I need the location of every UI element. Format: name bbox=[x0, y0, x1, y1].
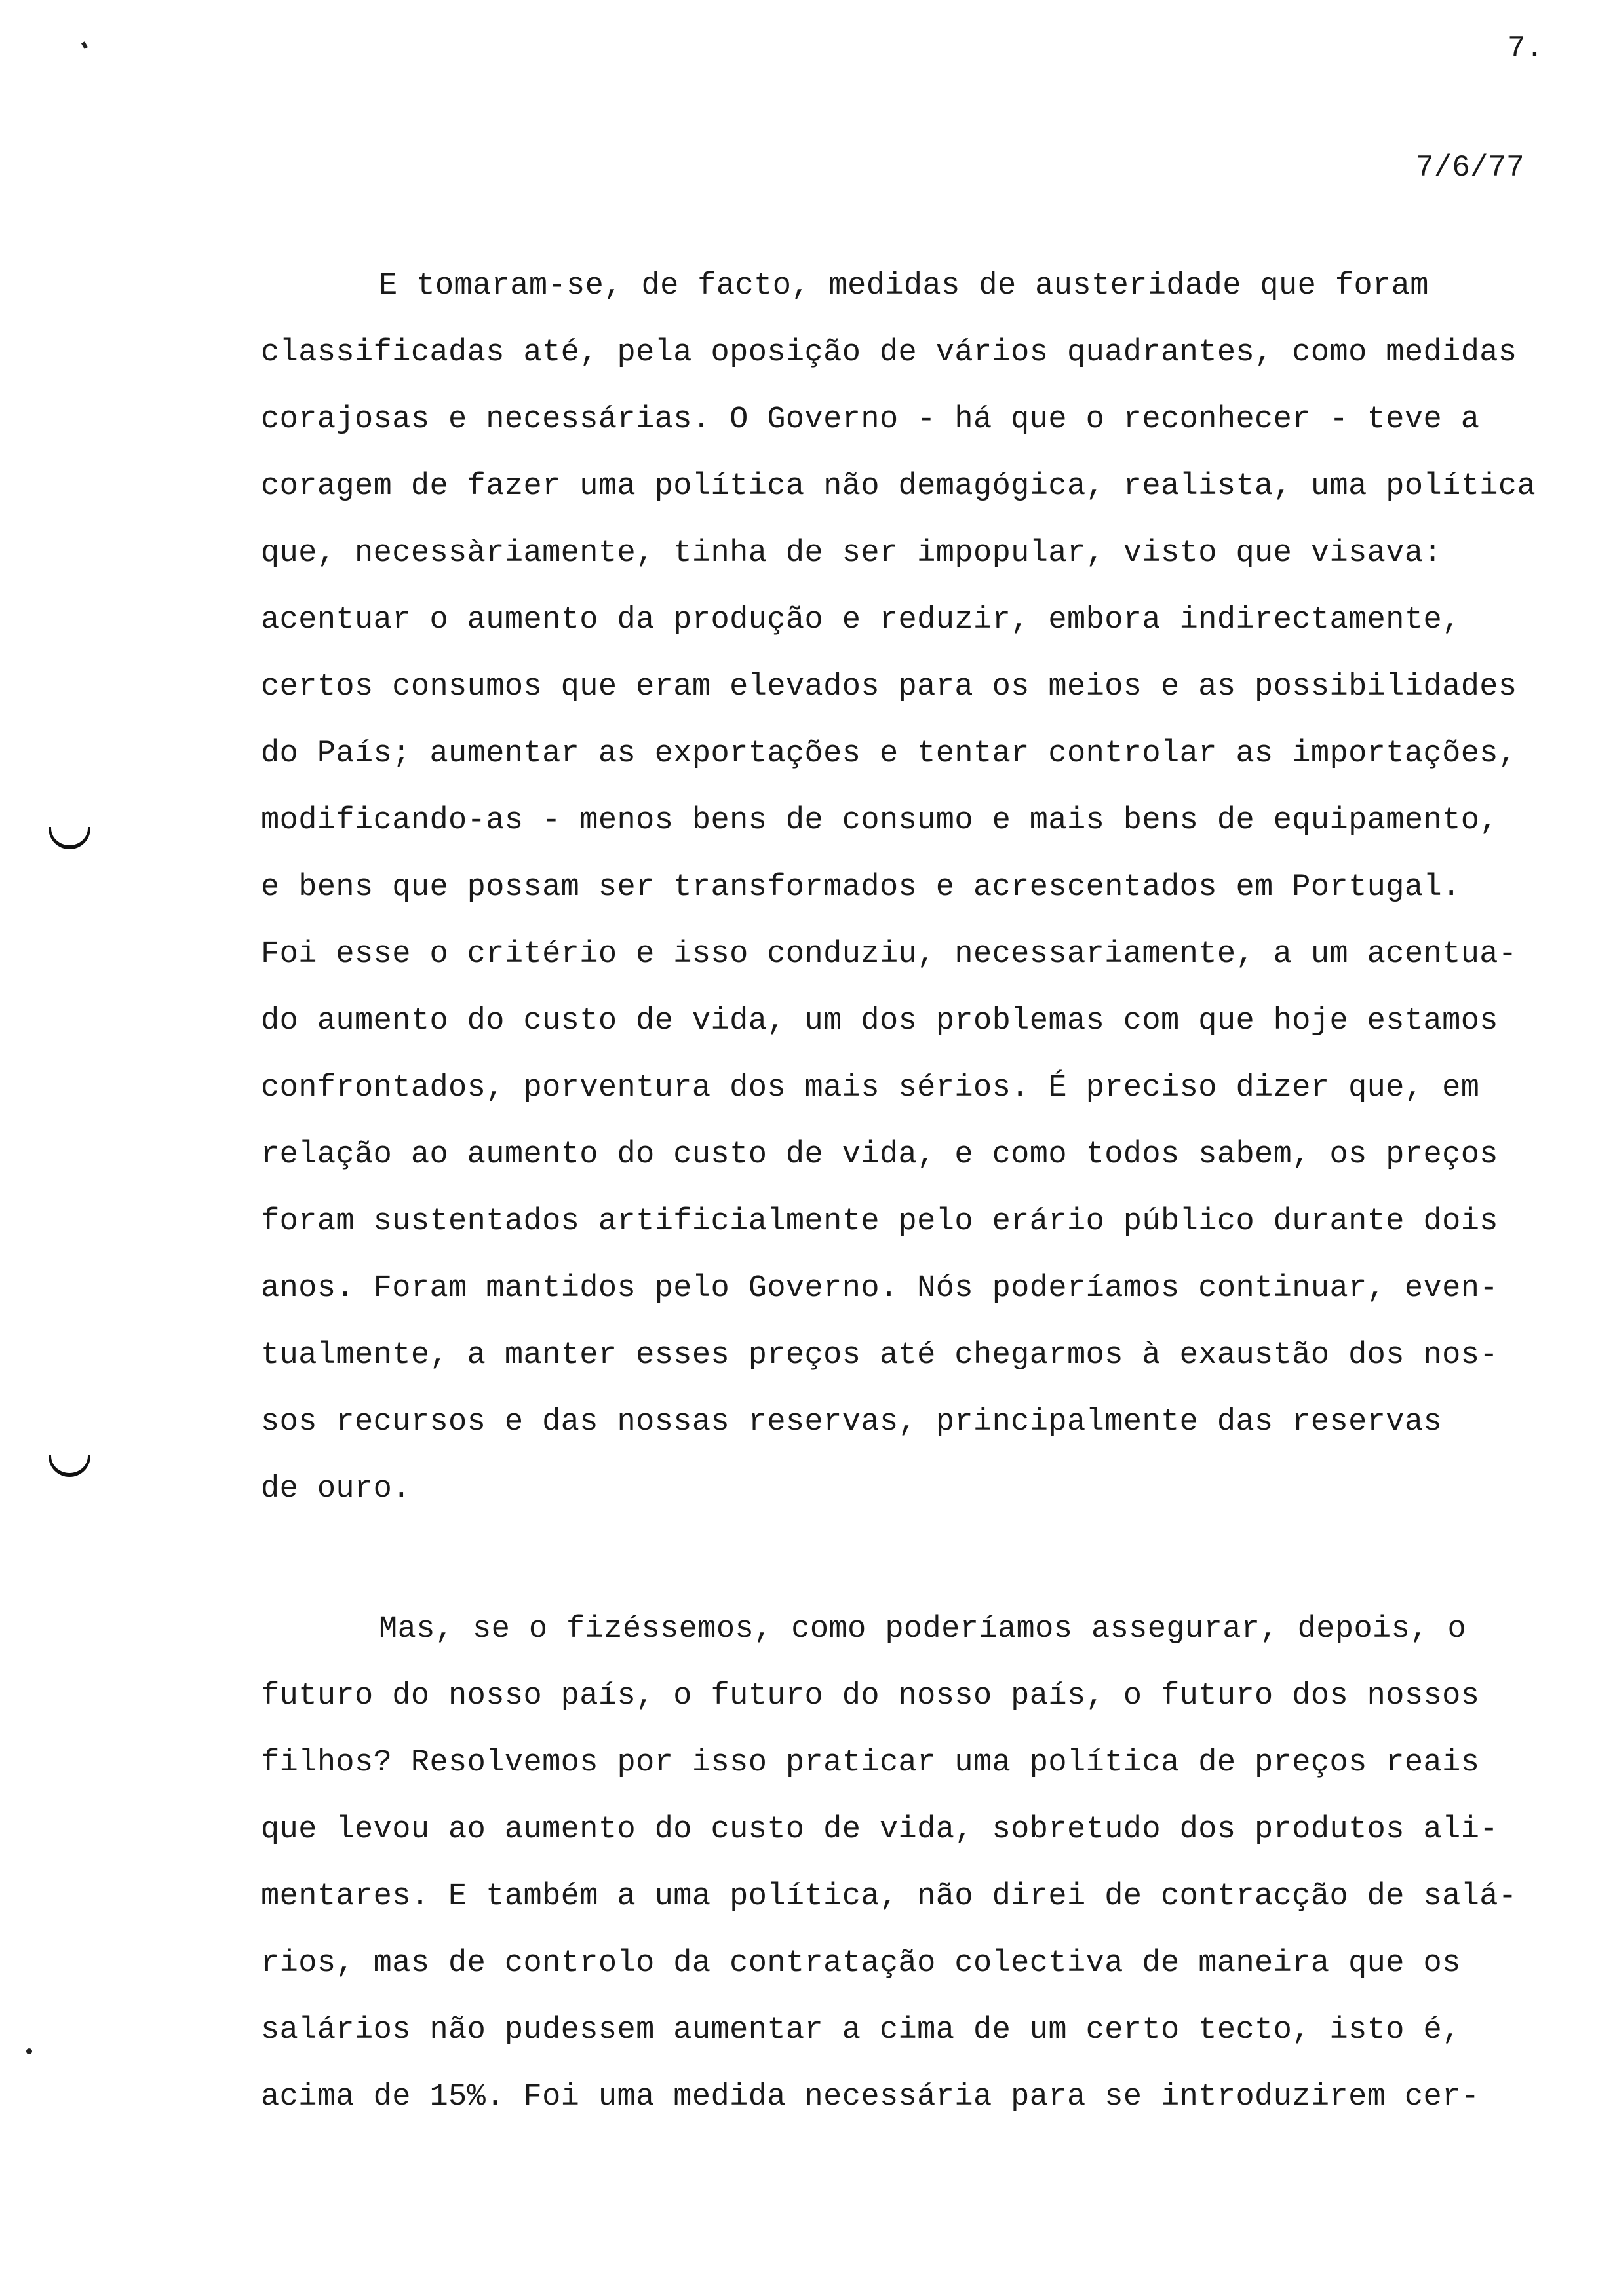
punch-hole-mark-upper bbox=[49, 827, 90, 849]
text-line: de ouro. bbox=[261, 1472, 411, 1506]
text-line: tualmente, a manter esses preços até chegarmos à exaustão dos nos- bbox=[261, 1338, 1498, 1373]
paragraph bbox=[261, 1596, 1598, 2131]
text-line: do País; aumentar as exportações e tentar controlar as importações, bbox=[261, 737, 1517, 771]
document-date: 7/6/77 bbox=[1416, 151, 1525, 185]
text-line: confrontados, porventura dos mais sérios. É preciso dizer que, em bbox=[261, 1071, 1480, 1105]
text-line: que levou ao aumento do custo de vida, sobretudo dos produtos ali- bbox=[261, 1812, 1498, 1847]
text-line: Mas, se o fizéssemos, como poderíamos assegurar, depois, o bbox=[379, 1612, 1467, 1647]
text-line: certos consumos que eram elevados para os meios e as possibilidades bbox=[261, 670, 1517, 704]
ink-dot-mark bbox=[26, 2048, 32, 2054]
paragraph bbox=[261, 253, 1598, 1523]
text-line: salários não pudessem aumentar a cima de um certo tecto, isto é, bbox=[261, 2013, 1461, 2048]
text-line: acentuar o aumento da produção e reduzir, embora indirectamente, bbox=[261, 603, 1461, 638]
punch-hole-mark-lower bbox=[49, 1455, 90, 1477]
text-line: modificando-as - menos bens de consumo e mais bens de equipamento, bbox=[261, 803, 1498, 838]
text-line: anos. Foram mantidos pelo Governo. Nós poderíamos continuar, even- bbox=[261, 1271, 1498, 1306]
text-line: rios, mas de controlo da contratação colectiva de maneira que os bbox=[261, 1946, 1461, 1981]
text-line: relação ao aumento do custo de vida, e como todos sabem, os preços bbox=[261, 1138, 1498, 1172]
text-line: mentares. E também a uma política, não direi de contracção de salá- bbox=[261, 1879, 1517, 1914]
text-line: e bens que possam ser transformados e acrescentados em Portugal. bbox=[261, 870, 1461, 905]
text-line: E tomaram-se, de facto, medidas de austeridade que foram bbox=[379, 269, 1429, 303]
text-line: Foi esse o critério e isso conduziu, necessariamente, a um acentua- bbox=[261, 937, 1517, 972]
text-line: corajosas e necessárias. O Governo - há que o reconhecer - teve a bbox=[261, 402, 1480, 437]
text-line: acima de 15%. Foi uma medida necessária para se introduzirem cer- bbox=[261, 2080, 1480, 2114]
text-line: sos recursos e das nossas reservas, principalmente das reservas bbox=[261, 1405, 1443, 1440]
text-line: futuro do nosso país, o futuro do nosso país, o futuro dos nossos bbox=[261, 1679, 1480, 1713]
page-number: 7. bbox=[1508, 31, 1544, 66]
text-line: coragem de fazer uma política não demagógica, realista, uma política bbox=[261, 469, 1536, 504]
text-line: filhos? Resolvemos por isso praticar uma política de preços reais bbox=[261, 1746, 1480, 1780]
ink-tick-mark bbox=[81, 41, 88, 49]
text-line: do aumento do custo de vida, um dos problemas com que hoje estamos bbox=[261, 1004, 1498, 1039]
text-line: classificadas até, pela oposição de vários quadrantes, como medidas bbox=[261, 335, 1517, 370]
text-line: que, necessàriamente, tinha de ser impopular, visto que visava: bbox=[261, 536, 1443, 571]
text-line: foram sustentados artificialmente pelo erário público durante dois bbox=[261, 1204, 1498, 1239]
